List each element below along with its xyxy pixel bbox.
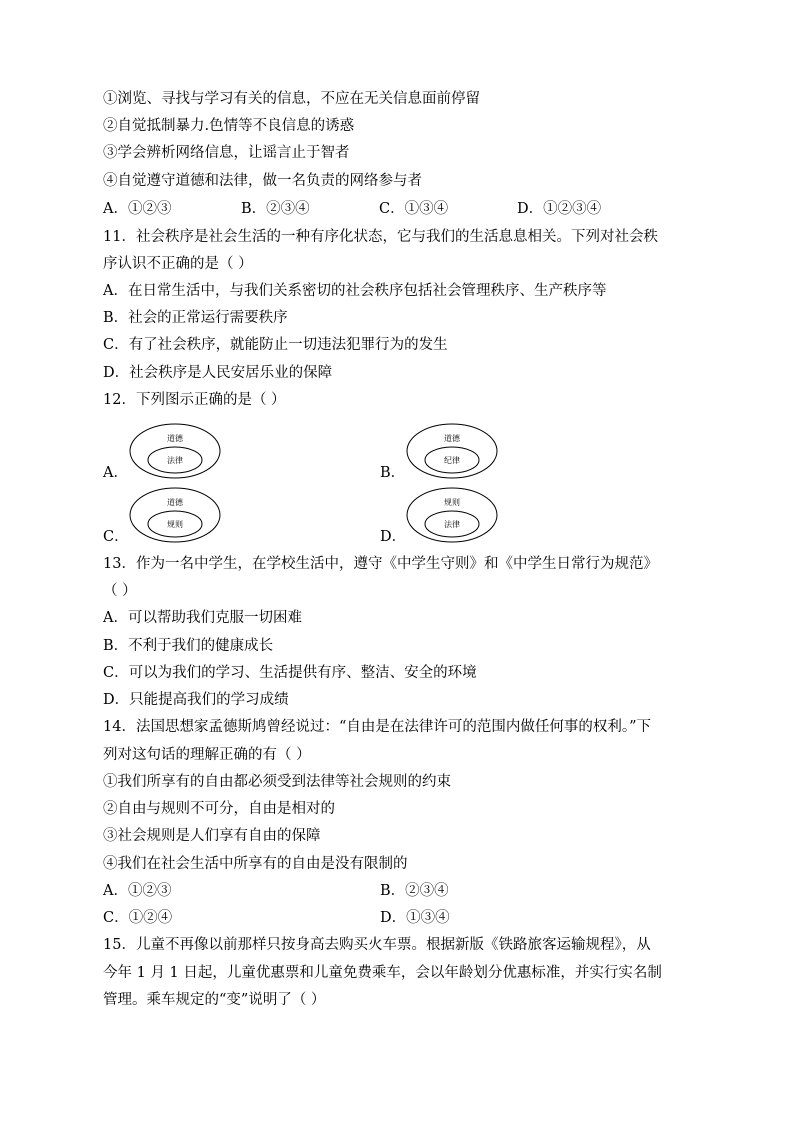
- q10-option-d: D．①②③④: [517, 201, 602, 217]
- q11-stem-line2: 序认识不正确的是（ ）: [103, 256, 253, 272]
- q14-item-2: ②自由与规则不可分，自由是相对的: [103, 801, 335, 817]
- q10-item-1: ①浏览、寻找与学习有关的信息，不应在无关信息面前停留: [103, 91, 480, 107]
- q13-option-b: B．不利于我们的健康成长: [103, 638, 274, 654]
- q14-option-a: A．①②③: [103, 883, 172, 899]
- q12-option-b-label: B．: [380, 465, 406, 481]
- q12-diagram-c: [128, 486, 224, 544]
- q14-stem-line1: 14．法国思想家孟德斯鸠曾经说过：“自由是在法律许可的范围内做任何事的权利。”下: [103, 719, 652, 735]
- q14-option-b: B．②③④: [380, 883, 449, 899]
- q11-stem-line1: 11．社会秩序是社会生活的一种有序化状态，它与我们的生活息息相关。下列对社会秩: [103, 229, 658, 245]
- q14-item-4: ④我们在社会生活中所享有的自由是没有限制的: [103, 856, 408, 872]
- q10-item-3: ③学会辨析网络信息，让谣言止于智者: [103, 145, 350, 161]
- q12-diagram-a-outer-label: 道德: [167, 434, 183, 443]
- q10-item-2: ②自觉抵制暴力.色情等不良信息的诱惑: [103, 118, 355, 134]
- q12-diagram-d-outer-label: 规则: [444, 498, 460, 507]
- q13-option-d: D．只能提高我们的学习成绩: [103, 692, 289, 708]
- q14-item-3: ③社会规则是人们享有自由的保障: [103, 828, 321, 844]
- q12-option-c-label: C．: [103, 529, 129, 545]
- q13-stem-line2: （ ）: [103, 583, 137, 599]
- q12-diagram-c-inner-label: 规则: [167, 520, 183, 529]
- q12-option-a-label: A．: [103, 465, 128, 481]
- q11-option-d: D．社会秩序是人民安居乐业的保障: [103, 365, 333, 381]
- q12-diagram-b: [405, 422, 501, 480]
- q12-diagram-c-outer-label: 道德: [167, 498, 183, 507]
- q10-item-4: ④自觉遵守道德和法律，做一名负责的网络参与者: [103, 173, 422, 189]
- q12-diagram-b-outer-label: 道德: [444, 434, 460, 443]
- q11-option-a: A．在日常生活中，与我们关系密切的社会秩序包括社会管理秩序、生产秩序等: [103, 283, 607, 299]
- q12-diagram-b-inner-label: 纪律: [444, 456, 460, 465]
- q11-option-b: B．社会的正常运行需要秩序: [103, 310, 288, 326]
- q13-option-c: C．可以为我们的学习、生活提供有序、整洁、安全的环境: [103, 665, 477, 681]
- q15-line1: 15．儿童不再像以前那样只按身高去购买火车票。根据新版《铁路旅客运输规程》，从: [103, 937, 651, 953]
- q10-option-c: C．①③④: [379, 201, 449, 217]
- q12-diagram-a: [128, 422, 224, 480]
- q12-diagram-d: [405, 486, 501, 544]
- q10-option-b: B．②③④: [241, 201, 310, 217]
- q14-stem-line2: 列对这句话的理解正确的有（ ）: [103, 747, 311, 763]
- q13-stem-line1: 13．作为一名中学生，在学校生活中，遵守《中学生守则》和《中学生日常行为规范》: [103, 556, 658, 572]
- q12-diagram-d-inner-label: 法律: [444, 520, 460, 529]
- q11-option-c: C．有了社会秩序，就能防止一切违法犯罪行为的发生: [103, 337, 448, 353]
- q10-option-a: A．①②③: [103, 201, 172, 217]
- q14-item-1: ①我们所享有的自由都必须受到法律等社会规则的约束: [103, 774, 451, 790]
- q14-option-c: C．①②④: [103, 910, 173, 926]
- q15-line3: 管理。乘车规定的“变”说明了（ ）: [103, 992, 326, 1008]
- q12-option-d-label: D．: [380, 529, 407, 545]
- q14-option-d: D．①③④: [380, 910, 450, 926]
- q13-option-a: A．可以帮助我们克服一切困难: [103, 610, 302, 626]
- q15-line2: 今年 1 月 1 日起，儿童优惠票和儿童免费乘车，会以年龄划分优惠标准，并实行实名制: [103, 965, 662, 981]
- q12-stem: 12．下列图示正确的是（ ）: [103, 392, 286, 408]
- q12-diagram-a-inner-label: 法律: [167, 456, 183, 465]
